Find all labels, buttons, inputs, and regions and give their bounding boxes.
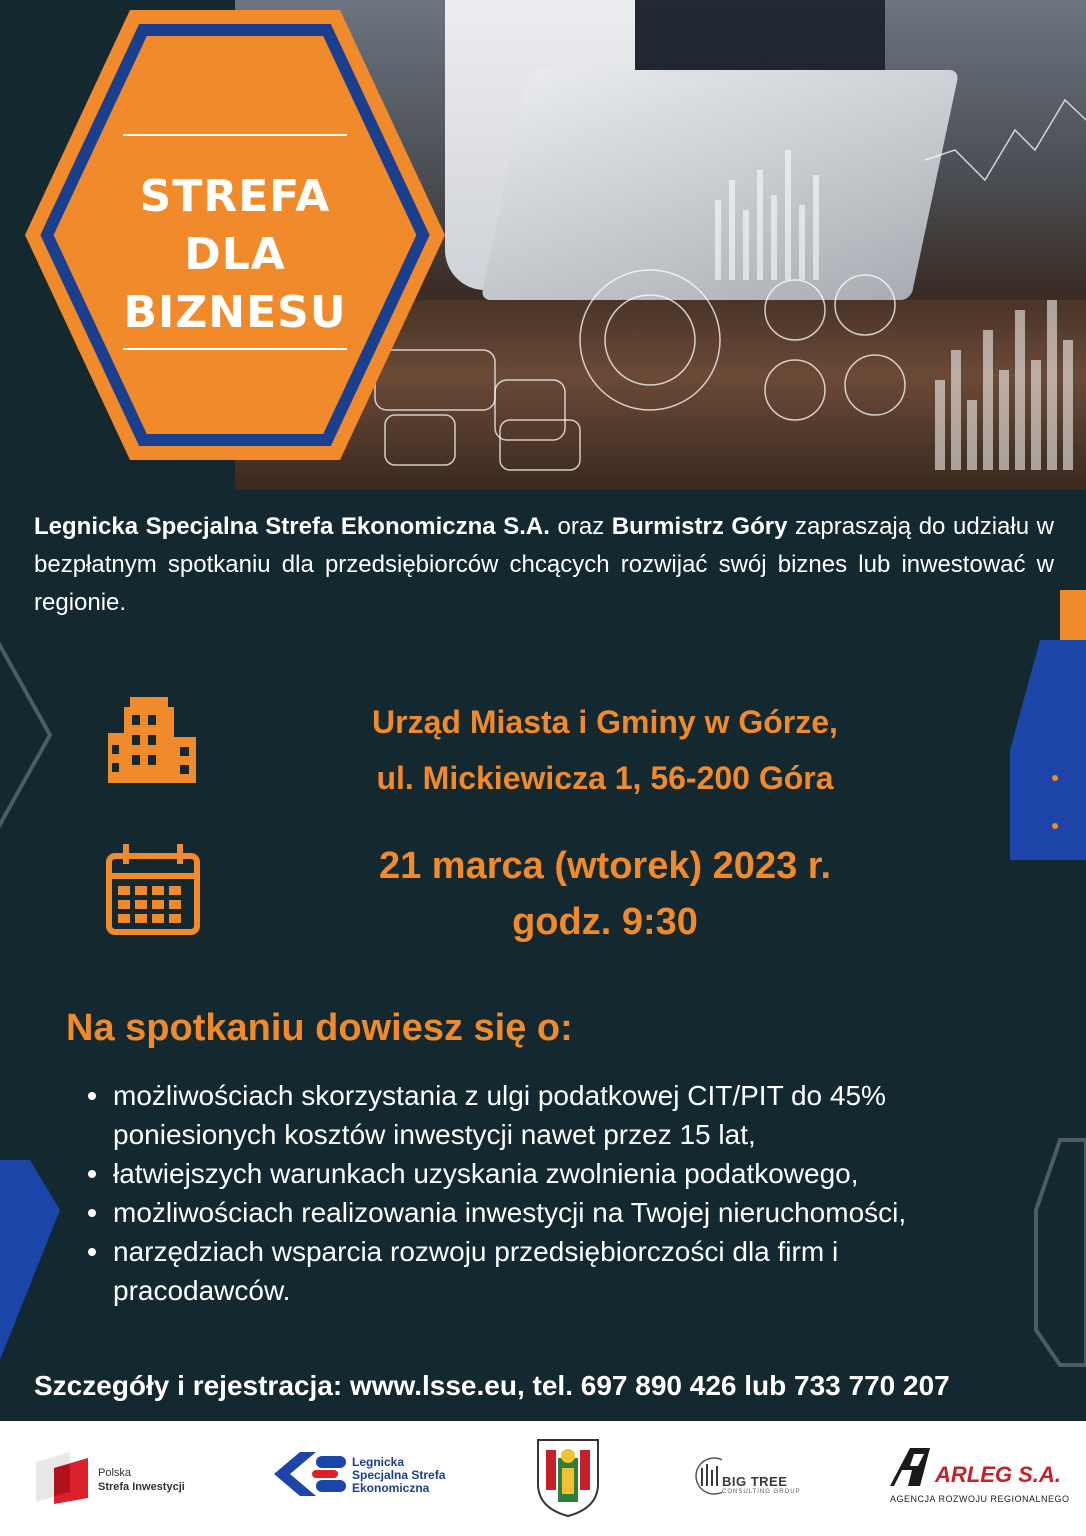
bigtree-name: BIG TREE	[722, 1474, 788, 1489]
bigtree-logo-icon	[692, 1454, 722, 1496]
list-item: narzędziach wsparcia rozwoju przedsiębiorczości dla firm i pracodawców.	[88, 1232, 988, 1310]
calendar-icon	[104, 842, 202, 936]
location-line-2: ul. Mickiewicza 1, 56-200 Góra	[376, 760, 834, 796]
contact-line: Szczegóły i rejestracja: www.lsse.eu, tel. 697 890 426 lub 733 770 207	[34, 1370, 950, 1401]
date-line: 21 marca (wtorek) 2023 r.	[378, 845, 832, 887]
datetime-text	[300, 838, 910, 950]
time-line: godz. 9:30	[512, 901, 698, 943]
lsse-logo-text	[352, 1456, 445, 1495]
intro-conj: oraz	[549, 513, 612, 540]
lsse-line-1: Legnicka	[352, 1455, 405, 1469]
pfi-line-1: Polska	[98, 1467, 132, 1479]
intro-org1: Legnicka Specjalna Strefa Ekonomiczna S.A.	[34, 513, 550, 540]
title-line-1: STREFA	[139, 171, 331, 222]
title-line-3: BIZNESU	[123, 287, 347, 338]
arleg-logo-icon	[890, 1448, 936, 1488]
pfi-logo-text	[98, 1466, 185, 1494]
arleg-name: ARLEG S.A.	[935, 1462, 1061, 1487]
list-item: możliwościach realizowania inwestycji na Twojej nieruchomości,	[88, 1193, 988, 1232]
lsse-line-3: Ekonomiczna	[352, 1481, 430, 1495]
lsse-logo-icon	[272, 1450, 352, 1498]
location-line-1: Urząd Miasta i Gminy w Górze,	[372, 704, 838, 740]
list-item: łatwiejszych warunkach uzyskania zwolnienia podatkowego,	[88, 1154, 988, 1193]
coat-of-arms-icon	[536, 1438, 600, 1518]
location-text	[300, 694, 910, 806]
topics-list	[88, 1076, 988, 1310]
title-line-2: DLA	[184, 229, 286, 280]
topics-heading: Na spotkaniu dowiesz się o:	[66, 1007, 573, 1049]
title-rule-bottom	[123, 348, 347, 350]
pfi-line-2: Strefa Inwestycji	[98, 1481, 185, 1493]
page-title	[25, 168, 445, 342]
intro-paragraph	[34, 508, 1054, 622]
lsse-line-2: Specjalna Strefa	[352, 1468, 446, 1482]
intro-rest: zapraszają do udziału w bezpłatnym spotkaniu dla przedsiębiorców chcących rozwijać swój biznes lub inwestować w regionie.	[34, 513, 1054, 616]
arleg-subtitle: AGENCJA ROZWOJU REGIONALNEGO	[890, 1494, 1070, 1504]
pfi-logo-icon	[36, 1452, 92, 1504]
bigtree-subtitle: CONSULTING GROUP	[722, 1489, 801, 1495]
building-icon	[108, 693, 198, 783]
intro-org2: Burmistrz Góry	[611, 513, 788, 540]
list-item: możliwościach skorzystania z ulgi podatkowej CIT/PIT do 45% poniesionych kosztów inwestycji nawet przez 15 lat,	[88, 1076, 988, 1154]
title-rule-top	[123, 134, 347, 136]
title-hexagon	[25, 0, 445, 470]
